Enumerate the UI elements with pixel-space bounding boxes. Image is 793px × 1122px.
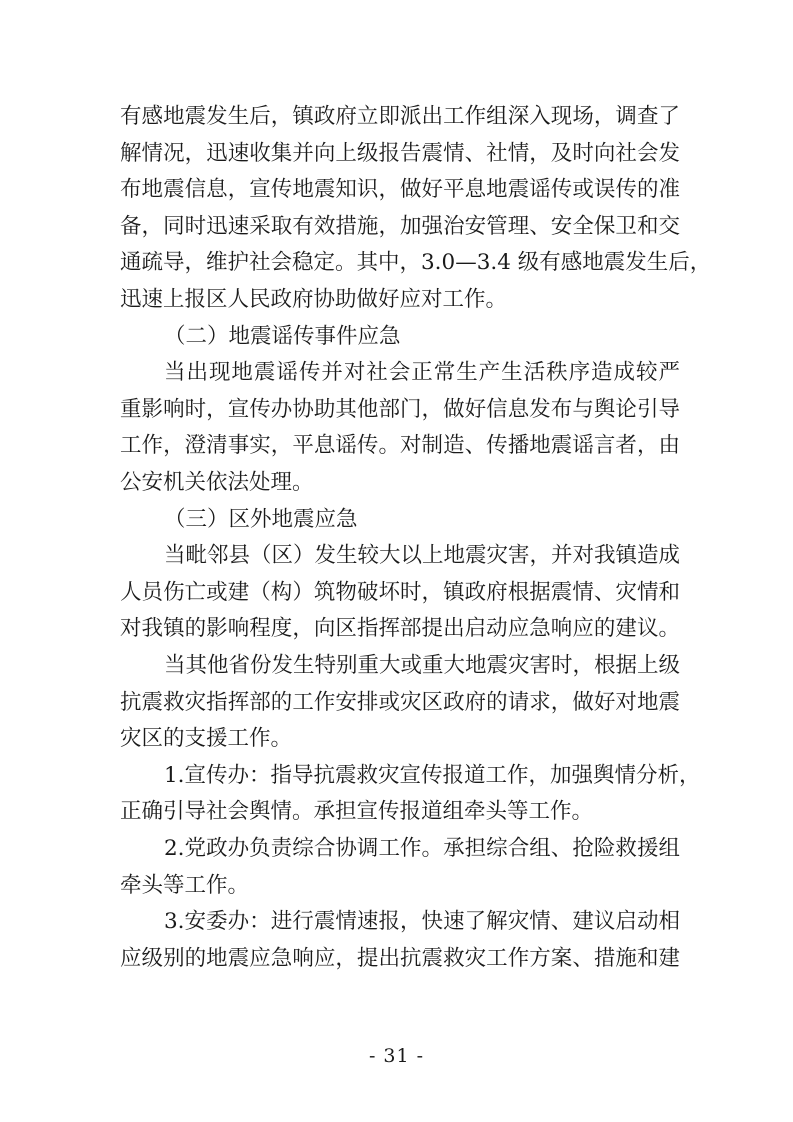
text-line: 公安机关依法处理。 [120, 470, 314, 495]
text-line: 工作，澄清事实，平息谣传。对制造、传播地震谣言者，由 [120, 433, 680, 459]
text-line: 3.安委办：进行震情速报，快速了解灾情、建议启动相 [164, 909, 680, 935]
text-line: 通疏导，维护社会稳定。其中，3.0—3.4 级有感地震发生后， [120, 250, 712, 276]
text-line: 当其他省份发生特别重大或重大地震灾害时，根据上级 [164, 653, 681, 678]
text-line: （二）地震谣传事件应急 [164, 323, 401, 349]
text-line: 迅速上报区人民政府协助做好应对工作。 [120, 287, 508, 312]
text-line: （三）区外地震应急 [164, 506, 358, 532]
text-line: 1.宣传办：指导抗震救灾宣传报道工作，加强舆情分析， [164, 762, 701, 788]
text-line: 应级别的地震应急响应，提出抗震救灾工作方案、措施和建 [120, 945, 680, 971]
text-line: 正确引导社会舆情。承担宣传报道组牵头等工作。 [120, 799, 594, 825]
text-line: 重影响时，宣传办协助其他部门，做好信息发布与舆论引导 [120, 396, 680, 422]
text-line: 当出现地震谣传并对社会正常生产生活秩序造成较严 [164, 360, 680, 386]
text-line: 抗震救灾指挥部的工作安排或灾区政府的请求，做好对地震 [120, 689, 680, 715]
text-line: 有感地震发生后，镇政府立即派出工作组深入现场，调查了 [120, 104, 680, 129]
text-line: 当毗邻县（区）发生较大以上地震灾害，并对我镇造成 [164, 543, 681, 569]
text-line: 布地震信息，宣传地震知识，做好平息地震谣传或误传的准 [120, 177, 680, 203]
text-line: 人员伤亡或建（构）筑物破坏时，镇政府根据震情、灾情和 [120, 579, 680, 605]
text-line: 灾区的支援工作。 [120, 726, 293, 752]
text-line: 备，同时迅速采取有效措施，加强治安管理、安全保卫和交 [120, 213, 680, 239]
text-line: 牵头等工作。 [120, 872, 250, 898]
page-number: - 31 - [368, 1045, 425, 1067]
text-line: 2.党政办负责综合协调工作。承担综合组、抢险救援组 [164, 836, 680, 861]
text-line: 对我镇的影响程度，向区指挥部提出启动应急响应的建议。 [120, 616, 680, 642]
text-line: 解情况，迅速收集并向上级报告震情、社情，及时向社会发 [120, 140, 680, 166]
